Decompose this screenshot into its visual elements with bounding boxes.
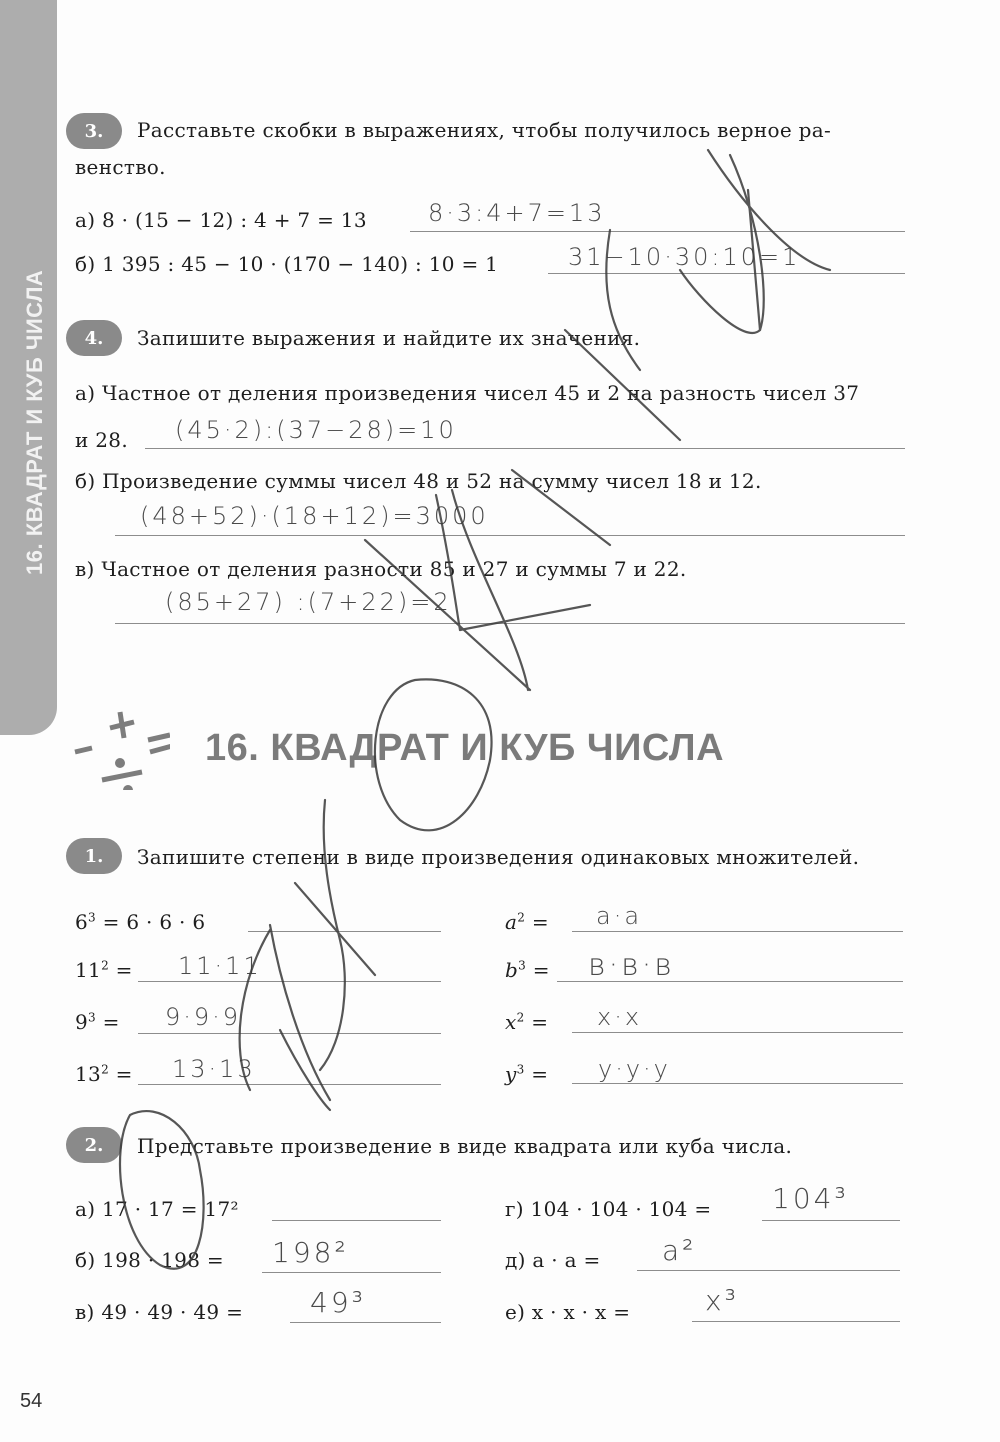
handwritten-answer: 11·11: [178, 952, 262, 980]
item-e: е) x · x · x =: [505, 1300, 631, 1324]
handwritten-answer: 13·13: [172, 1055, 256, 1083]
page-number: 54: [20, 1390, 43, 1412]
side-chapter-tab: [0, 0, 57, 735]
handwritten-answer: y·y·y: [598, 1055, 671, 1083]
answer-line[interactable]: [410, 231, 905, 232]
power-b-3: $b^3$ =: [505, 958, 550, 982]
handwritten-answer: (45·2):(37−28)=10: [175, 416, 457, 444]
handwritten-answer: 49³: [310, 1286, 366, 1319]
power-x-2: $x^2$ =: [505, 1010, 549, 1034]
answer-line[interactable]: [572, 931, 903, 932]
expression-a: а) 8 · (15 − 12) : 4 + 7 = 13: [75, 208, 367, 232]
task-number-badge: 4.: [66, 320, 122, 356]
task-prompt: Расставьте скобки в выражениях, чтобы получилось верное ра-: [137, 118, 832, 142]
power-9-3: $9^3$ =: [75, 1010, 120, 1034]
task-prompt: Представьте произведение в виде квадрата или куба числа.: [137, 1134, 793, 1158]
answer-line[interactable]: [138, 1033, 441, 1034]
handwritten-answer: x³: [705, 1284, 739, 1317]
task-prompt-cont: венство.: [75, 155, 166, 179]
item-a-text-cont: и 28.: [75, 428, 128, 452]
answer-line[interactable]: [248, 931, 441, 932]
answer-line[interactable]: [138, 981, 441, 982]
answer-line[interactable]: [272, 1220, 441, 1221]
item-a: а) 17 · 17 = 17²: [75, 1197, 239, 1221]
item-a-text: а) Частное от деления произведения чисел 45 и 2 на разность чисел 37: [75, 381, 860, 405]
power-13-2: $13^2$ =: [75, 1062, 133, 1086]
item-b: б) 198 · 198 =: [75, 1248, 224, 1272]
task-number-badge: 1.: [66, 838, 122, 874]
answer-line[interactable]: [145, 448, 905, 449]
handwritten-answer: a²: [662, 1234, 697, 1267]
handwritten-answer: (85+27) :(7+22)=2: [165, 588, 452, 616]
item-g: г) 104 · 104 · 104 =: [505, 1197, 712, 1221]
answer-line[interactable]: [637, 1270, 900, 1271]
power-6-3: $6^3 = 6 \cdot 6 \cdot 6$: [75, 910, 206, 934]
handwritten-answer: a·a: [596, 902, 643, 930]
item-v: в) 49 · 49 · 49 =: [75, 1300, 244, 1324]
handwritten-answer: в·в·в: [588, 948, 675, 983]
answer-line[interactable]: [762, 1220, 900, 1221]
task-number-badge: 3.: [66, 113, 122, 149]
handwritten-answer: 104³: [772, 1182, 849, 1215]
task-number-badge: 2.: [66, 1127, 122, 1163]
handwritten-answer: 9·9·9: [165, 1003, 242, 1031]
task-prompt: Запишите степени в виде произведения одинаковых множителей.: [137, 845, 860, 869]
answer-line[interactable]: [290, 1322, 441, 1323]
answer-line[interactable]: [262, 1272, 441, 1273]
handwritten-answer: 8·3:4+7=13: [428, 199, 606, 227]
item-v-text: в) Частное от деления разности 85 и 27 и суммы 7 и 22.: [75, 557, 687, 581]
power-11-2: $11^2$ =: [75, 958, 133, 982]
power-a-2: $a^2$ =: [505, 910, 549, 934]
answer-line[interactable]: [572, 1032, 903, 1033]
answer-line[interactable]: [115, 535, 905, 536]
math-operators-icon: [70, 700, 170, 790]
handwritten-answer: x·x: [597, 1003, 643, 1031]
power-y-3: $y^3$ =: [505, 1062, 549, 1086]
task-prompt: Запишите выражения и найдите их значения.: [137, 326, 641, 350]
answer-line[interactable]: [115, 623, 905, 624]
answer-line[interactable]: [692, 1321, 900, 1322]
answer-line[interactable]: [548, 273, 905, 274]
handwritten-answer: (48+52)·(18+12)=3000: [140, 502, 489, 530]
side-chapter-label: 16. КВАДРАТ И КУБ ЧИСЛА: [22, 269, 47, 575]
handwritten-answer: 31−10·30:10=1: [568, 243, 801, 271]
handwritten-answer: 198²: [272, 1236, 349, 1269]
item-d: д) a · a =: [505, 1248, 601, 1272]
answer-line[interactable]: [138, 1084, 441, 1085]
expression-b: б) 1 395 : 45 − 10 · (170 − 140) : 10 = 1: [75, 252, 499, 276]
item-b-text: б) Произведение суммы чисел 48 и 52 на сумму чисел 18 и 12.: [75, 469, 762, 493]
answer-line[interactable]: [572, 1083, 903, 1084]
section-title: 16. КВАДРАТ И КУБ ЧИСЛА: [205, 727, 725, 769]
